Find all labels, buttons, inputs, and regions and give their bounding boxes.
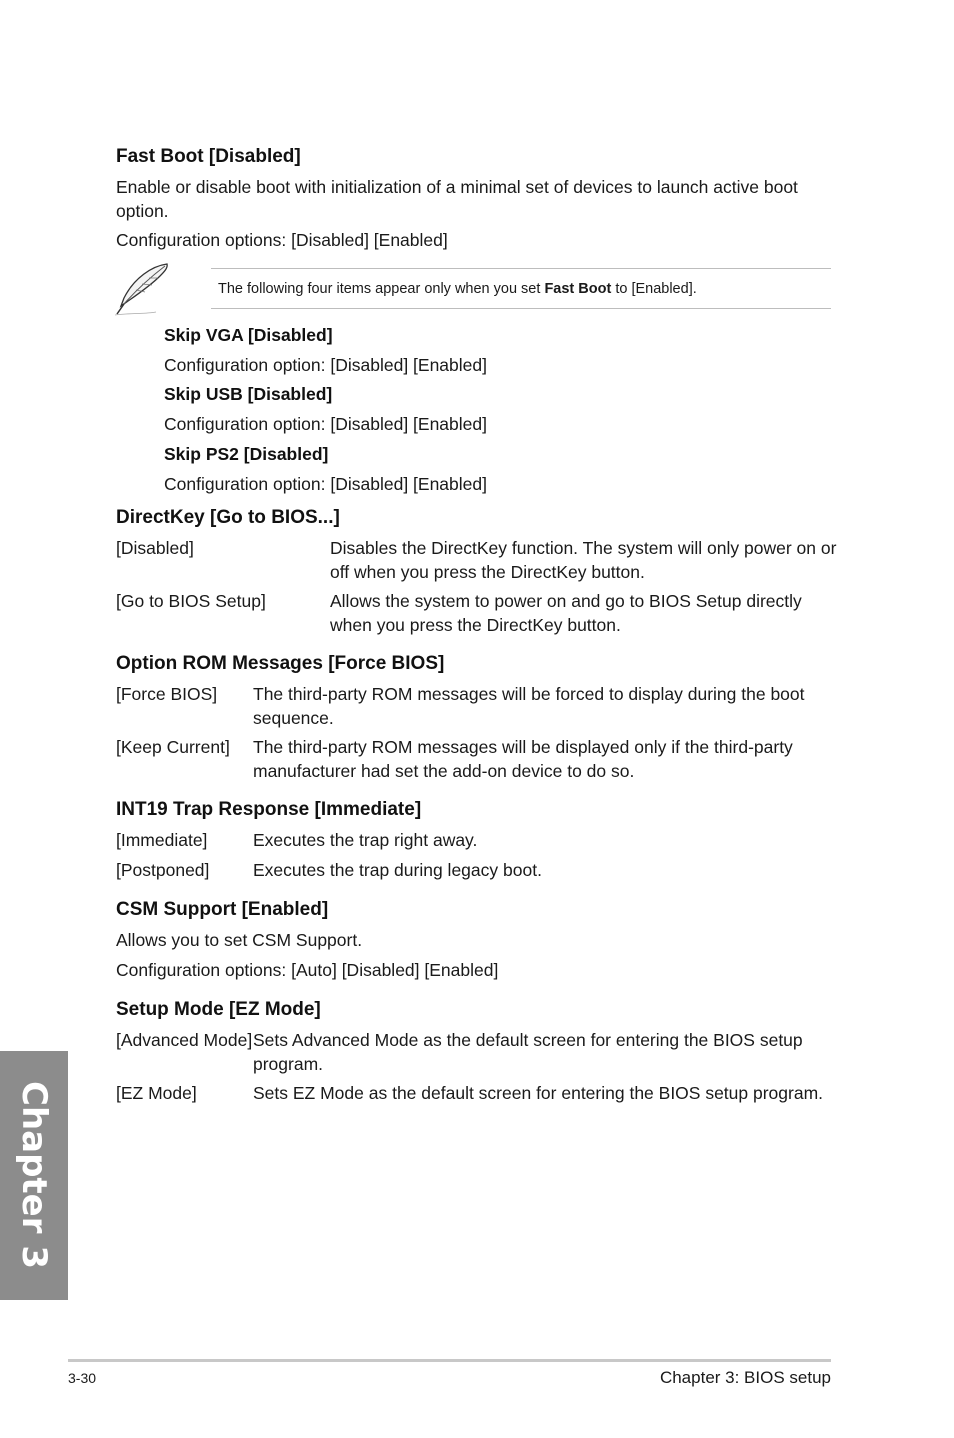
int19-option-desc: Executes the trap right away.	[253, 830, 478, 850]
skip-vga-config: Configuration option: [Disabled] [Enabled]	[164, 355, 487, 375]
setup-mode-option-term: [Advanced Mode]	[116, 1030, 253, 1050]
option-rom-option-term: [Keep Current]	[116, 737, 230, 757]
footer-chapter-title: Chapter 3: BIOS setup	[659, 1368, 831, 1387]
int19-option-desc: Executes the trap during legacy boot.	[253, 860, 542, 880]
setup-mode-option-desc: Sets EZ Mode as the default screen for entering the BIOS setup program.	[253, 1083, 824, 1103]
fast-boot-config: Configuration options: [Disabled] [Enabled]	[116, 230, 448, 250]
csm-heading: CSM Support [Enabled]	[116, 899, 329, 920]
csm-config: Configuration options: [Auto] [Disabled] [Enabled]	[116, 960, 499, 980]
setup-mode-option-desc: Sets Advanced Mode as the default screen for entering the BIOS setup program.	[253, 1030, 803, 1074]
fast-boot-description: Enable or disable boot with initialization of a minimal set of devices to launch active boot option.	[116, 177, 798, 221]
note-bottom-rule	[211, 308, 831, 309]
page-number: 3-30	[68, 1370, 97, 1386]
directkey-option-term: [Disabled]	[116, 538, 194, 558]
int19-heading: INT19 Trap Response [Immediate]	[116, 799, 422, 820]
skip-ps2-heading: Skip PS2 [Disabled]	[164, 444, 329, 464]
setup-mode-option-term: [EZ Mode]	[116, 1083, 197, 1103]
csm-description: Allows you to set CSM Support.	[116, 930, 363, 950]
option-rom-option-desc: The third-party ROM messages will be forced to display during the boot sequence.	[253, 684, 805, 728]
int19-option-term: [Postponed]	[116, 860, 210, 880]
footer-rule	[68, 1359, 831, 1362]
directkey-option-term: [Go to BIOS Setup]	[116, 591, 266, 611]
chapter-side-label: Chapter 3	[14, 1080, 54, 1270]
option-rom-option-term: [Force BIOS]	[116, 684, 218, 704]
note-top-rule	[211, 268, 831, 269]
option-rom-heading: Option ROM Messages [Force BIOS]	[116, 653, 445, 674]
directkey-heading: DirectKey [Go to BIOS...]	[116, 507, 340, 528]
int19-option-term: [Immediate]	[116, 830, 208, 850]
directkey-option-desc: Disables the DirectKey function. The system will only power on or off when you press the DirectKey button.	[330, 538, 837, 582]
directkey-option-desc: Allows the system to power on and go to BIOS Setup directly when you press the DirectKey button.	[330, 591, 802, 635]
setup-mode-heading: Setup Mode [EZ Mode]	[116, 999, 321, 1020]
note-text: The following four items appear only when you set Fast Boot to [Enabled].	[218, 281, 697, 297]
skip-ps2-config: Configuration option: [Disabled] [Enabled]	[164, 474, 487, 494]
note-bold-text: Fast Boot	[544, 281, 612, 297]
option-rom-option-desc: The third-party ROM messages will be displayed only if the third-party manufacturer had set the add-on device to do so.	[253, 737, 793, 781]
skip-usb-heading: Skip USB [Disabled]	[164, 384, 333, 404]
skip-vga-heading: Skip VGA [Disabled]	[164, 325, 333, 345]
fast-boot-heading: Fast Boot [Disabled]	[116, 146, 301, 167]
feather-pen-icon	[112, 260, 174, 318]
skip-usb-config: Configuration option: [Disabled] [Enabled]	[164, 414, 487, 434]
